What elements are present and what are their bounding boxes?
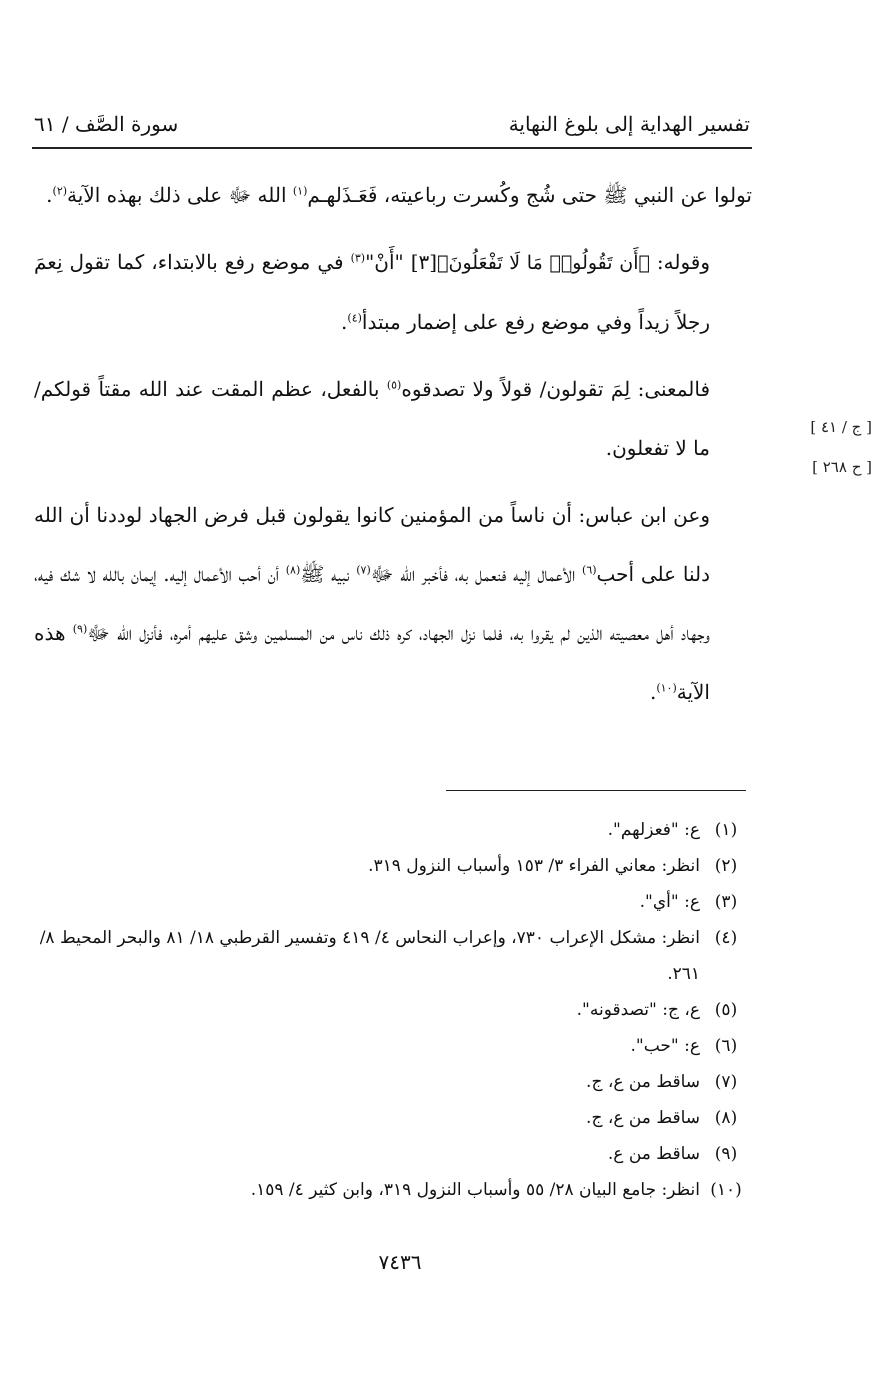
margin-note-manuscript-j: [ ج / ٤١ ] bbox=[810, 418, 872, 436]
page-number: ٧٤٣٦ bbox=[378, 1250, 422, 1274]
footnote-ref: (٤) bbox=[347, 311, 362, 325]
footnote-text: انظر: مشكل الإعراب ٧٣٠، وإعراب النحاس ٤/ ٤١٩ وتفسير القرطبي ١٨/ ٨١ والبحر المحيط ٨/ ٢٦١. bbox=[39, 928, 700, 984]
footnote-number: (٦) bbox=[714, 1036, 738, 1056]
text-run: وعن ابن عباس: أن ناساً من المؤمنين كانوا يقولون قبل فرض الجهاد لوددنا أن الله دلنا على أحب bbox=[34, 503, 710, 586]
footnote-ref: (٧) bbox=[356, 563, 371, 577]
text-run: تولوا عن النبي ﷺ حتى شُج وكُسرت رباعيته، فَعَـذَلهـم bbox=[307, 183, 752, 207]
footnote-number: (٨) bbox=[714, 1108, 738, 1128]
footnote-number: (٤) bbox=[714, 928, 738, 948]
surah-page-label: سورة الصَّف / ٦١ bbox=[34, 112, 179, 136]
footnote-number: (٧) bbox=[714, 1072, 738, 1092]
footnote-text: انظر: معاني الفراء ٣/ ١٥٣ وأسباب النزول ٣١٩. bbox=[368, 856, 700, 876]
book-title: تفسير الهداية إلى بلوغ النهاية bbox=[508, 112, 750, 136]
footnote bbox=[34, 1028, 752, 1064]
footnote-number: (١) bbox=[714, 820, 738, 840]
footnote-number: (٣) bbox=[714, 892, 738, 912]
text-run: في موضع رفع بالابتداء، كما تقول نِعمَ رجلاً زيداً وفي موضع رفع على إضمار مبتدأ bbox=[34, 250, 710, 334]
main-text bbox=[34, 166, 752, 730]
footnote-text: ساقط من ع، ج. bbox=[586, 1108, 700, 1128]
footnote-number: (١٠) bbox=[710, 1180, 742, 1200]
text-run: نبيه ﷺ bbox=[300, 562, 357, 586]
footnote bbox=[34, 920, 752, 992]
footnote-number: (٢) bbox=[714, 856, 738, 876]
footnote bbox=[34, 992, 752, 1028]
footnote-text: ع: "حب". bbox=[630, 1036, 700, 1056]
footnote bbox=[34, 1064, 752, 1100]
text-run: . bbox=[649, 680, 657, 704]
paragraph-1 bbox=[34, 166, 752, 225]
margin-note-manuscript-h: [ ح ٢٦٨ ] bbox=[812, 458, 872, 476]
footnote-ref: (٣) bbox=[350, 251, 366, 265]
footnote bbox=[34, 884, 752, 920]
footnote-text: ع: "فعزلهم". bbox=[607, 820, 700, 840]
text-run: [٣] "أَنْ" bbox=[365, 250, 438, 274]
footnote-ref: (٨) bbox=[285, 563, 301, 577]
footnote-text: ع، ج: "تصدقونه". bbox=[576, 1000, 700, 1020]
text-run: الأعمال إليه فنعمل به، فأخبر الله ﷻ bbox=[370, 562, 583, 586]
footnote-ref: (٩) bbox=[72, 622, 88, 636]
header-rule bbox=[32, 147, 752, 149]
text-run: أن أحب الأعمال إليه. إيمان بالله لا شك فيه، وجهاد أهل معصيته الذين لم يقروا به، فلما نزل الجهاد، كره ذلك ناس من المسلمين وشق عليهم أمره، فأنزل الله ﷻ bbox=[34, 562, 710, 645]
footnote bbox=[34, 1100, 752, 1136]
text-run: الله ﷻ على ذلك بهذه الآية bbox=[67, 183, 293, 207]
footnote-ref: (٦) bbox=[582, 563, 597, 577]
text-run: هذه الآية bbox=[34, 621, 710, 704]
footnote-text: ساقط من ع. bbox=[607, 1144, 700, 1164]
footnote-text: ساقط من ع، ج. bbox=[586, 1072, 700, 1092]
footnote-number: (٩) bbox=[714, 1144, 738, 1164]
footnote bbox=[34, 848, 752, 884]
running-header bbox=[34, 104, 750, 144]
footnote bbox=[34, 812, 752, 848]
footnote-ref: (١٠) bbox=[656, 681, 677, 695]
footnote-number: (٥) bbox=[714, 1000, 738, 1020]
quran-verse: ﴿أَن تَقُولُوا۟ مَا لَا تَفْعَلُونَ﴾ bbox=[437, 252, 650, 274]
text-run: بالفعل، عظم المقت عند الله مقتاً قولكم/ ما لا تفعلون. bbox=[34, 377, 710, 460]
footnote-text: ع: "أي". bbox=[639, 892, 700, 912]
text-run: وقوله: bbox=[649, 250, 710, 274]
footnote bbox=[34, 1136, 752, 1172]
text-run: . bbox=[341, 310, 348, 334]
paragraph-2 bbox=[34, 233, 752, 352]
footnotes bbox=[34, 812, 752, 1208]
paragraph-3 bbox=[34, 360, 752, 478]
footnote-separator bbox=[446, 790, 746, 791]
paragraph-4 bbox=[34, 486, 752, 722]
footnote-ref: (٢) bbox=[52, 184, 68, 198]
text-run: فالمعنى: لِمَ تقولون/ قولاً ولا تصدقوه bbox=[401, 377, 710, 401]
footnote-ref: (١) bbox=[292, 184, 308, 198]
footnote-text: انظر: جامع البيان ٢٨/ ٥٥ وأسباب النزول ٣١٩، وابن كثير ٤/ ١٥٩. bbox=[250, 1180, 700, 1200]
footnote-ref: (٥) bbox=[386, 378, 402, 392]
text-run: . bbox=[46, 183, 53, 207]
footnote bbox=[34, 1172, 752, 1208]
